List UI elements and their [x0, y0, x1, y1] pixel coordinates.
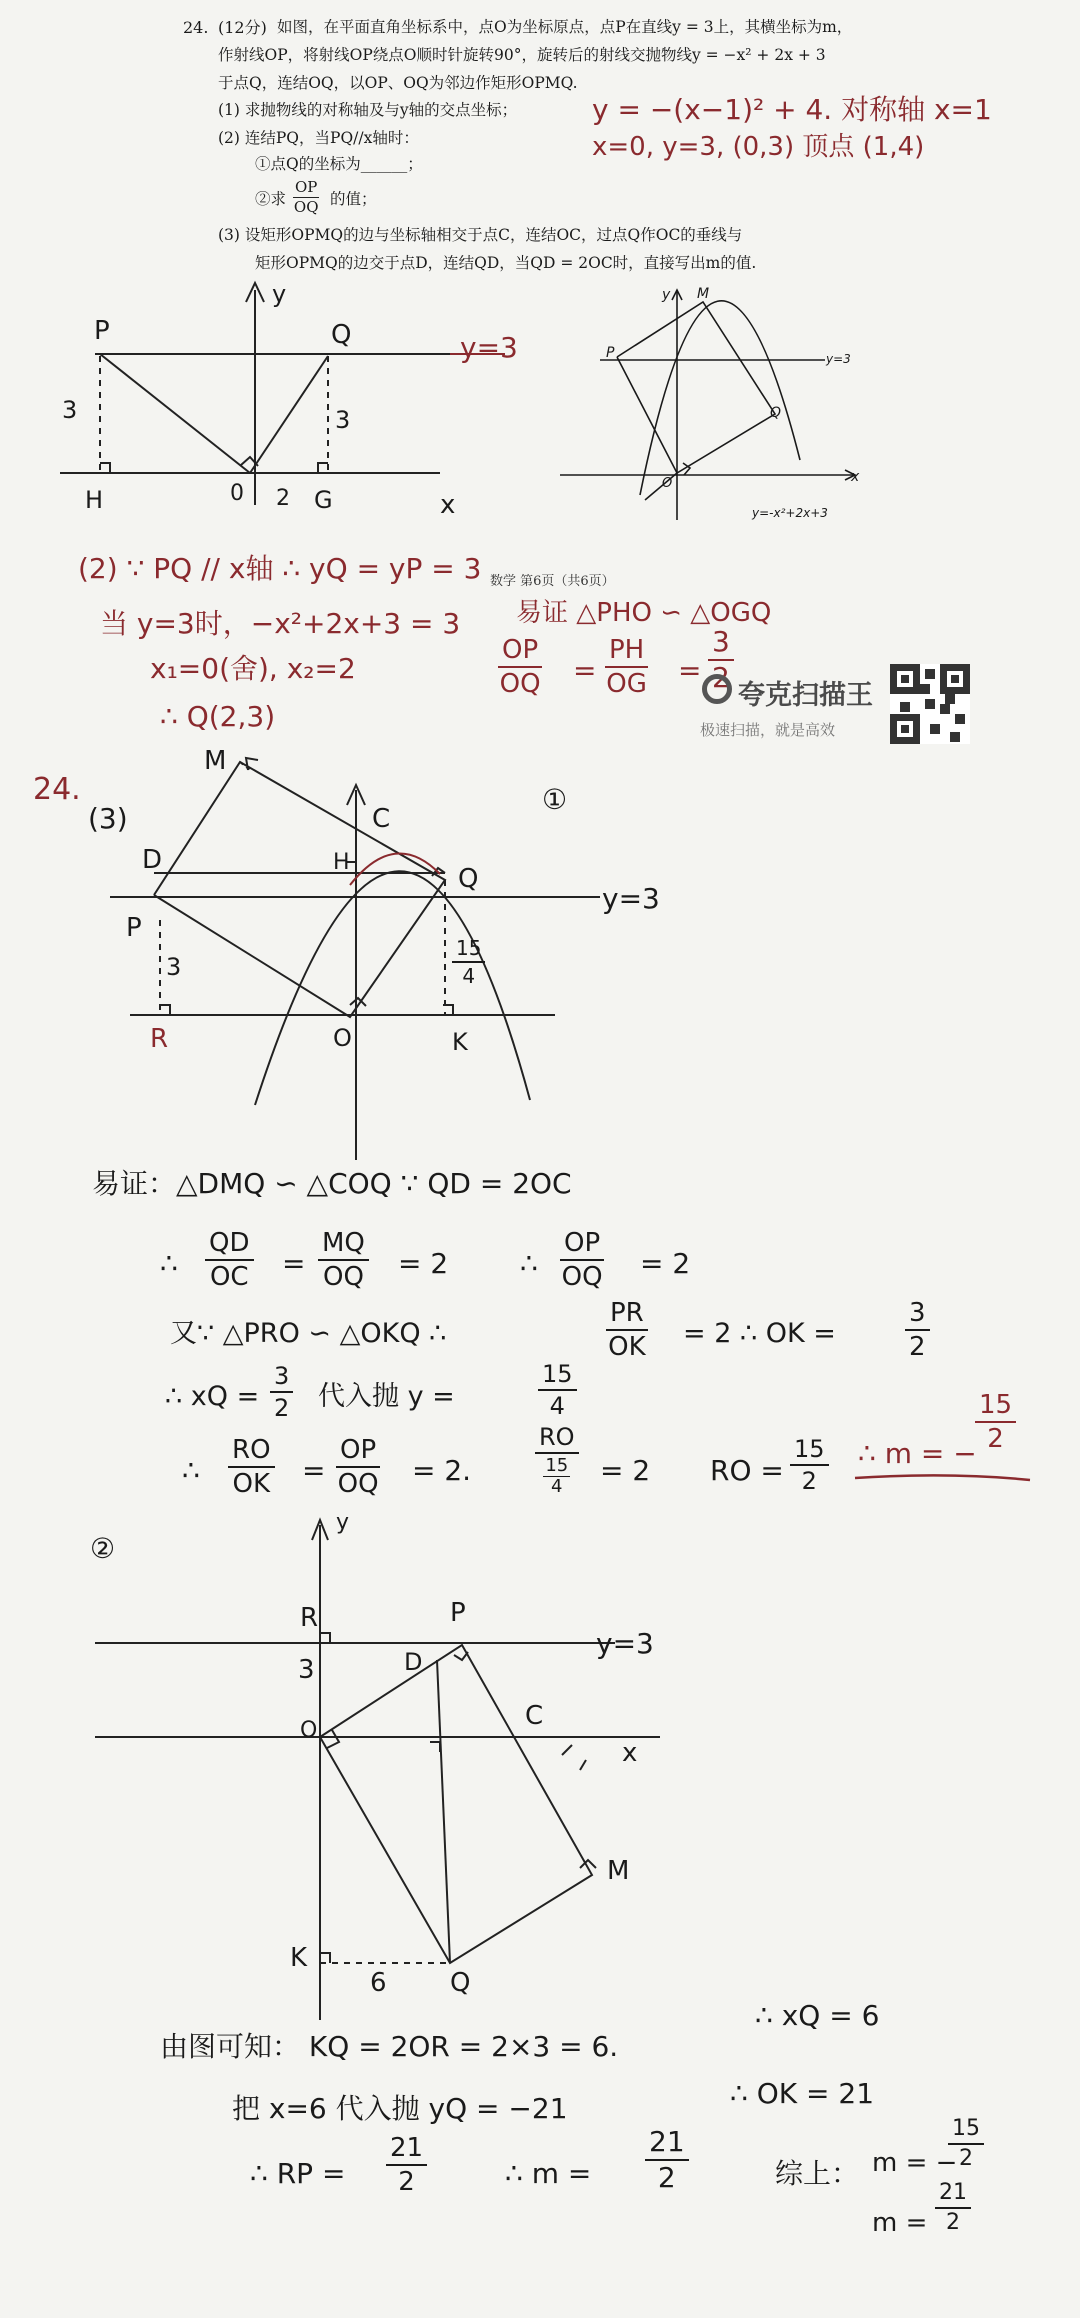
- part2-similar: 易证 △PHO ∽ △OGQ: [516, 598, 772, 628]
- part4-l3-pre: ∴ RP =: [250, 2157, 346, 2190]
- fraction-denominator: 2: [801, 1467, 817, 1495]
- printed-label-M: M: [697, 286, 710, 302]
- fraction-numerator: MQ: [318, 1230, 369, 1261]
- problem-number: 24.: [183, 18, 209, 37]
- fig1-label-3-left: 3: [62, 396, 78, 424]
- fraction-numerator: OP: [295, 178, 318, 196]
- fig3-label-P: P: [450, 1598, 466, 1628]
- question-2a: ①点Q的坐标为______；: [255, 155, 423, 173]
- fraction-denominator: OG: [606, 669, 647, 699]
- fraction-denominator: OK: [608, 1332, 646, 1362]
- fraction-numerator: 21: [645, 2128, 689, 2161]
- problem-points: (12分): [218, 18, 267, 37]
- fig2-label-P: P: [126, 913, 142, 943]
- fraction-denominator: 4: [551, 1476, 563, 1497]
- part4-fraction-m: [645, 2125, 689, 2194]
- part3-l3-pre: 又∵ △PRO ∽ △OKQ ∴: [170, 1318, 447, 1349]
- part3-l2-therefore2: ∴: [520, 1247, 538, 1280]
- answer-1-line1: y = −(x−1)² + 4. 对称轴 x=1: [592, 93, 992, 126]
- printed-label-Q: Q: [770, 405, 782, 421]
- part3-l5-therefore: ∴: [182, 1454, 200, 1487]
- fig2-label-O: O: [333, 1024, 352, 1052]
- fig1-label-x: x: [440, 490, 456, 520]
- fraction-denominator: 2: [909, 1332, 926, 1362]
- fraction-denominator: OQ: [337, 1469, 379, 1499]
- fig2-label-D: D: [142, 845, 163, 875]
- fraction-numerator: 3: [708, 628, 734, 661]
- fig2-label-C: C: [372, 804, 391, 834]
- part3-l5-mid: = 2.: [412, 1454, 472, 1487]
- fraction-numerator: 15: [452, 938, 485, 963]
- fraction-numerator: QD: [205, 1230, 254, 1261]
- fig2-label-y3: y=3: [602, 882, 660, 915]
- part2-eq2: =: [678, 654, 702, 687]
- problem-line3: 于点Q，连结OQ，以OP、OQ为邻边作矩形OPMQ.: [218, 74, 578, 92]
- part2-eq1: =: [573, 654, 597, 687]
- fraction-denominator: 4: [462, 964, 476, 988]
- part4-line2b: ∴ OK = 21: [730, 2077, 875, 2110]
- problem-line1: 如图，在平面直角坐标系中，点O为坐标原点，点P在直线y = 3上，其横坐标为m，: [277, 18, 853, 36]
- fig1-label-P: P: [94, 316, 110, 346]
- fig2-problem-number: 24.: [33, 772, 81, 807]
- part4-l3-mid: ∴ m =: [505, 2157, 592, 2190]
- part3-l2-end: = 2: [640, 1247, 691, 1280]
- part2-line2: 当 y=3时，−x²+2x+3 = 3: [100, 607, 461, 640]
- fraction-numerator: 3: [905, 1300, 930, 1331]
- part4-summary-m1-fraction: [948, 2118, 984, 2170]
- fig1-label-H: H: [85, 486, 104, 514]
- part3-l2-eq: =: [282, 1247, 306, 1280]
- fraction-denominator: 2: [712, 661, 730, 694]
- fig1-label-Q: Q: [331, 320, 352, 350]
- part4-line1b: ∴ xQ = 6: [755, 1999, 880, 2032]
- fraction-numerator: PH: [605, 637, 648, 668]
- fraction-numerator: RO: [535, 1425, 579, 1454]
- fig2-label-3: 3: [166, 953, 182, 981]
- part3-l5-ro: RO =: [710, 1454, 784, 1487]
- fig3-label-3: 3: [298, 1655, 315, 1685]
- fig1-label-3-right: 3: [335, 406, 351, 434]
- fraction-denominator: OQ: [499, 669, 541, 699]
- fraction-denominator: OK: [232, 1469, 271, 1499]
- part4-summary-m2-fraction: [935, 2182, 971, 2234]
- fig1-label-y3: y=3: [460, 331, 518, 364]
- fig3-label-x: x: [622, 1738, 638, 1768]
- printed-label-x: x: [851, 469, 860, 485]
- part2-line1: (2) ∵ PQ // x轴 ∴ yQ = yP = 3: [78, 552, 482, 585]
- fraction-denominator: 4: [549, 1392, 565, 1420]
- fig3-label-Q: Q: [450, 1968, 471, 1998]
- fig1-label-G: G: [314, 486, 333, 514]
- fraction-denominator: 2: [657, 2161, 676, 2194]
- fraction-numerator: 15: [975, 1392, 1016, 1423]
- fraction-numerator: 21: [935, 2182, 971, 2209]
- fig2-label-R: R: [150, 1024, 169, 1054]
- question-3-line2: 矩形OPMQ的边交于点D，连结QD，当QD = 2OC时，直接写出m的值.: [255, 254, 757, 272]
- fraction-denominator: OC: [209, 1262, 249, 1292]
- part4-summary-label: 综上：: [775, 2157, 860, 2190]
- part3-l5-eq: =: [302, 1454, 326, 1487]
- fraction-numerator: PR: [606, 1300, 648, 1331]
- fig3-label-M: M: [607, 1856, 630, 1886]
- fig2-case-label: ①: [542, 783, 568, 816]
- question-2b-post: 的值；: [330, 190, 377, 208]
- question-3-line1: (3) 设矩形OPMQ的边与坐标轴相交于点C，连结OC，过点Q作OC的垂线与: [218, 226, 743, 244]
- fig3-label-C: C: [525, 1701, 544, 1731]
- part3-m-result-pre: ∴ m = −: [858, 1437, 977, 1470]
- scanner-tagline: 极速扫描，就是高效: [700, 721, 836, 739]
- question-2b-pre: ②求: [255, 190, 287, 208]
- fraction-denominator: 2: [959, 2146, 973, 2171]
- fig3-label-y3: y=3: [596, 1627, 654, 1660]
- fraction-denominator: 2: [946, 2210, 960, 2235]
- fraction-denominator: OQ: [322, 1262, 364, 1292]
- fig3-label-K: K: [290, 1943, 308, 1973]
- part3-line1: 易证：△DMQ ∽ △COQ ∵ QD = 2OC: [92, 1167, 572, 1200]
- fraction-denominator: 2: [987, 1424, 1004, 1454]
- fraction-denominator: 2: [398, 2167, 415, 2197]
- part4-line1: 由图可知： KQ = 2OR = 2×3 = 6.: [160, 2030, 619, 2063]
- printed-label-y: y: [662, 287, 671, 303]
- printed-label-O: O: [662, 476, 673, 491]
- fraction-numerator: 21: [386, 2135, 427, 2166]
- fraction-denominator: OQ: [561, 1262, 603, 1292]
- fraction-denominator: OQ: [293, 198, 319, 216]
- fraction-numerator: 15: [545, 1455, 569, 1476]
- part2-line3: x₁=0(舍), x₂=2: [150, 652, 356, 685]
- part3-l3-mid: = 2 ∴ OK =: [683, 1318, 836, 1349]
- fraction-numerator: OP: [560, 1230, 604, 1261]
- part4-line2: 把 x=6 代入抛 yQ = −21: [232, 2092, 568, 2125]
- fig3-label-O: O: [300, 1718, 318, 1743]
- part3-l2-mid: = 2: [398, 1247, 449, 1280]
- fraction-numerator: OP: [336, 1437, 380, 1468]
- part3-l2-therefore: ∴: [160, 1247, 178, 1280]
- fig1-label-O: 0: [230, 481, 244, 506]
- part4-summary-m2-pre: m =: [872, 2208, 928, 2238]
- answer-1-line2: x=0, y=3, (0,3) 顶点 (1,4): [592, 132, 925, 162]
- question-2: (2) 连结PQ，当PQ//x轴时：: [218, 129, 419, 147]
- fig2-label-H: H: [333, 850, 350, 875]
- printed-label-y3: y=3: [826, 352, 851, 366]
- question-1: (1) 求抛物线的对称轴及与y轴的交点坐标；: [218, 101, 518, 119]
- part3-l5-end: = 2: [600, 1454, 651, 1487]
- part2-line4: ∴ Q(2,3): [160, 700, 276, 733]
- fraction-numerator: 15: [790, 1437, 829, 1466]
- fraction-numerator: 3: [270, 1364, 293, 1393]
- problem-line2: 作射线OP，将射线OP绕点O顺时针旋转90°，旋转后的射线交抛物线y = −x² + 2x + 3: [218, 46, 826, 64]
- fraction-numerator: OP: [498, 637, 542, 668]
- fig2-label-M: M: [204, 746, 227, 776]
- fraction-numerator: 15: [538, 1362, 577, 1391]
- fig2-label-Q: Q: [458, 864, 479, 894]
- fig1-label-2: 2: [276, 486, 290, 511]
- scanner-name: 夸克扫描王: [738, 680, 873, 711]
- fig2-label-K: K: [452, 1028, 468, 1056]
- fig3-label-D: D: [404, 1648, 423, 1676]
- printed-label-parabola: y=-x²+2x+3: [752, 506, 828, 520]
- fig1-label-y: y: [272, 280, 287, 308]
- fraction-numerator: 15: [948, 2118, 984, 2145]
- fraction-denominator: 2: [274, 1394, 290, 1422]
- fig2-part-label: (3): [88, 802, 128, 835]
- fig3-label-6: 6: [370, 1968, 387, 1998]
- fig3-label-R: R: [300, 1603, 319, 1633]
- printed-label-P: P: [606, 345, 615, 361]
- fraction-numerator: RO: [228, 1437, 275, 1468]
- part3-l4-mid: 代入抛 y =: [318, 1381, 455, 1412]
- fig3-label-y: y: [336, 1510, 350, 1535]
- page-footer: 数学 第6页（共6页）: [490, 574, 615, 589]
- fig3-case-label: ②: [90, 1532, 116, 1565]
- part3-l4-pre: ∴ xQ =: [165, 1381, 260, 1412]
- part4-summary-m1-pre: m = −: [872, 2148, 958, 2178]
- part4-fraction-RP: [386, 2135, 427, 2195]
